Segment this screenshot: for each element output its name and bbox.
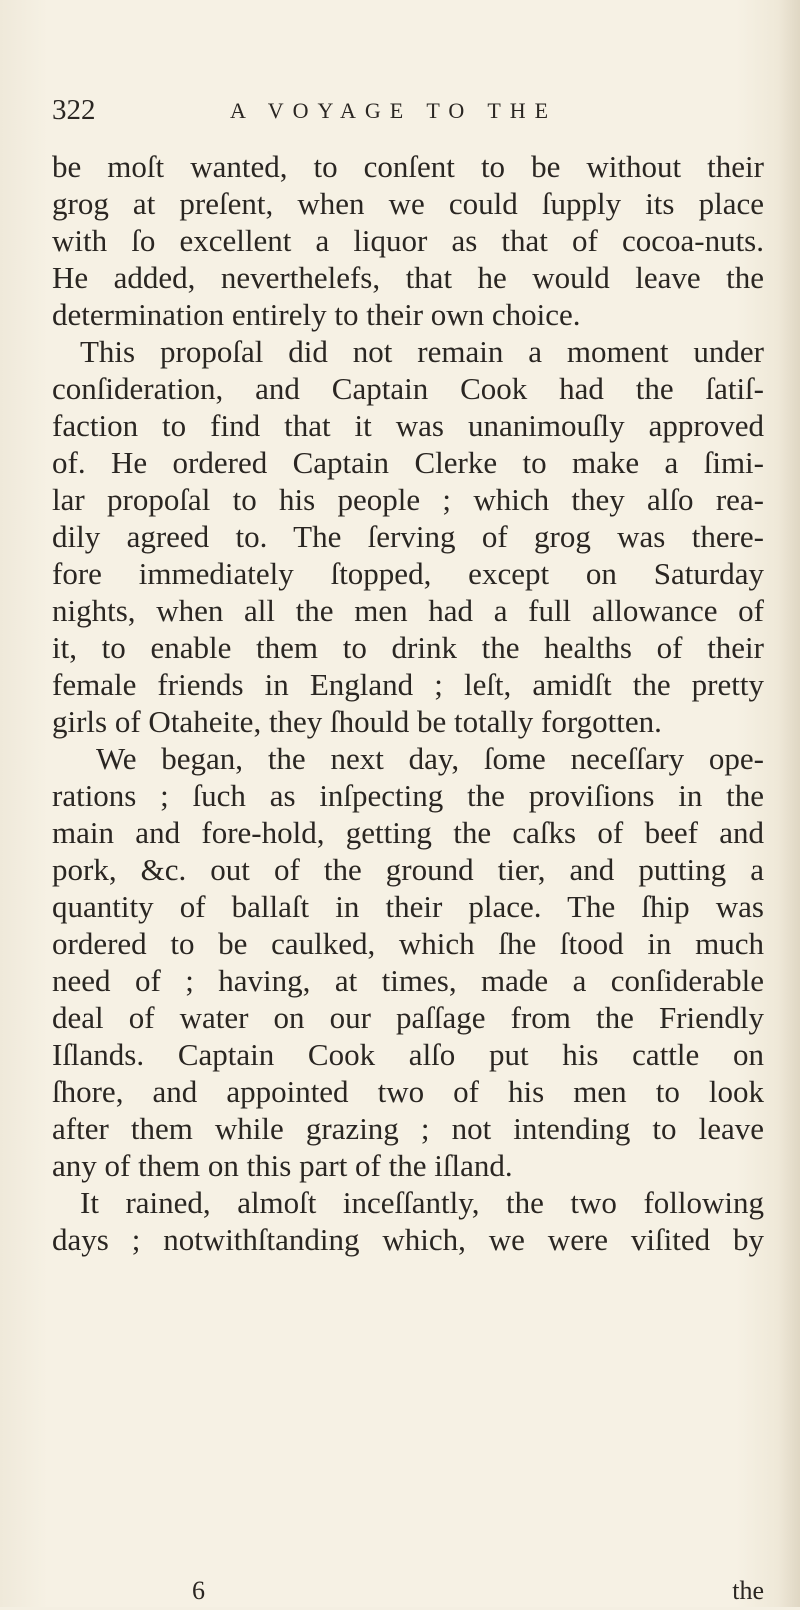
text-line: lar propoſal to his people ; which they alſo rea- <box>52 482 764 517</box>
text-line: with ſo excellent a liquor as that of cocoa-nuts. <box>52 223 764 258</box>
text-line: ordered to be caulked, which ſhe ſtood in much <box>52 926 764 961</box>
text-line: ſhore, and appointed two of his men to look <box>52 1074 764 1109</box>
text-line: after them while grazing ; not intending to leave <box>52 1111 764 1146</box>
text-line: rations ; ſuch as inſpecting the proviſions in the <box>52 778 764 813</box>
text-line: nights, when all the men had a full allowance of <box>52 593 764 628</box>
paragraph-start-line: We began, the next day, ſome neceſſary ope- <box>96 741 764 776</box>
text-line: fore immediately ſtopped, except on Saturday <box>52 556 764 591</box>
text-line: conſideration, and Captain Cook had the ſatiſ- <box>52 371 764 406</box>
text-line: girls of Otaheite, they ſhould be totally forgotten. <box>52 704 662 739</box>
text-line: female friends in England ; leſt, amidſt the pretty <box>52 667 764 702</box>
text-line: Iſlands. Captain Cook alſo put his cattle on <box>52 1037 764 1072</box>
page-number: 322 <box>52 94 96 126</box>
text-line: quantity of ballaſt in their place. The ſhip was <box>52 889 764 924</box>
text-line: dily agreed to. The ſerving of grog was there- <box>52 519 764 554</box>
text-line: main and fore-hold, getting the caſks of beef and <box>52 815 764 850</box>
text-line: need of ; having, at times, made a conſiderable <box>52 963 764 998</box>
text-line: determination entirely to their own choice. <box>52 297 581 332</box>
running-head: A VOYAGE TO THE <box>230 98 558 123</box>
page-edge-shadow <box>778 0 800 1607</box>
signature-mark: 6 <box>192 1576 205 1605</box>
paragraph-start-line: It rained, almoſt inceſſantly, the two following <box>80 1185 764 1220</box>
body-text <box>52 148 764 1258</box>
catchword: the <box>732 1576 764 1605</box>
text-line: faction to find that it was unanimouſly approved <box>52 408 764 443</box>
paragraph-start-line: This propoſal did not remain a moment under <box>80 334 764 369</box>
text-line: grog at preſent, when we could ſupply its place <box>52 186 764 221</box>
page-footer <box>52 1576 764 1610</box>
text-line: deal of water on our paſſage from the Friendly <box>52 1000 764 1035</box>
text-line: days ; notwithſtanding which, we were viſited by <box>52 1222 764 1257</box>
text-line: any of them on this part of the iſland. <box>52 1148 513 1183</box>
text-line: He added, neverthelefs, that he would leave the <box>52 260 764 295</box>
page-header <box>52 94 752 134</box>
text-line: pork, &c. out of the ground tier, and putting a <box>52 852 764 887</box>
text-line: of. He ordered Captain Clerke to make a ſimi- <box>52 445 764 480</box>
text-line: be moſt wanted, to conſent to be without their <box>52 149 764 184</box>
text-line: it, to enable them to drink the healths of their <box>52 630 764 665</box>
